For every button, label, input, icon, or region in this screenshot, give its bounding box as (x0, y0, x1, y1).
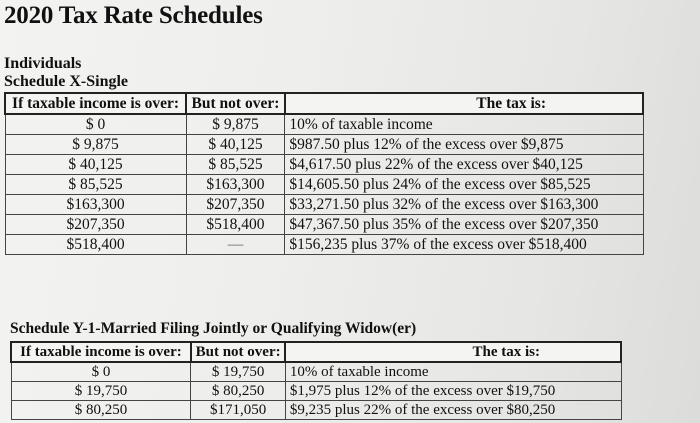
cell-tax: $33,271.50 plus 32% of the excess over $163,300 (285, 195, 643, 215)
header-not-over: But not over: (186, 93, 285, 114)
table-row (5, 155, 643, 175)
table-row (5, 215, 643, 235)
cell-over: $518,400 (5, 235, 186, 255)
cell-not-over: $518,400 (186, 215, 285, 235)
cell-tax: 10% of taxable income (285, 362, 621, 382)
table-row (11, 382, 621, 401)
cell-tax: $9,235 plus 22% of the excess over $80,250 (285, 401, 621, 420)
cell-over: $163,300 (5, 195, 186, 215)
cell-tax: $1,975 plus 12% of the excess over $19,750 (285, 382, 621, 401)
schedule-y1-heading: Schedule Y-1-Married Filing Jointly or Qualifying Widow(er) (10, 320, 417, 337)
cell-over: $ 40,125 (5, 155, 186, 175)
cell-over: $ 0 (5, 114, 186, 135)
cell-not-over: $ 80,250 (191, 382, 286, 401)
cell-over: $ 9,875 (5, 135, 186, 155)
table-header-row (11, 342, 621, 362)
cell-over: $207,350 (5, 215, 186, 235)
cell-tax: $4,617.50 plus 22% of the excess over $40,125 (285, 155, 643, 175)
cell-not-over: $ 85,525 (186, 155, 285, 175)
table-row (5, 175, 643, 195)
table-row (5, 195, 643, 215)
cell-not-over: $207,350 (186, 195, 285, 215)
header-over: If taxable income is over: (11, 342, 191, 362)
header-not-over: But not over: (191, 342, 286, 362)
cell-over: $ 85,525 (5, 175, 186, 195)
header-over: If taxable income is over: (5, 93, 186, 114)
cell-over: $ 80,250 (11, 401, 191, 420)
cell-tax: $987.50 plus 12% of the excess over $9,875 (285, 135, 643, 155)
table-row (11, 362, 621, 382)
cell-tax: $47,367.50 plus 35% of the excess over $207,350 (285, 215, 643, 235)
cell-not-over: — (186, 235, 285, 255)
cell-not-over: $171,050 (191, 401, 286, 420)
table-row (11, 401, 621, 420)
cell-not-over: $163,300 (186, 175, 285, 195)
header-tax: The tax is: (285, 93, 643, 114)
cell-over: $ 0 (11, 362, 191, 382)
section-heading: Individuals (4, 55, 82, 72)
table-row (5, 235, 643, 255)
cell-over: $ 19,750 (11, 382, 191, 401)
page-title: 2020 Tax Rate Schedules (4, 2, 263, 29)
cell-not-over: $ 40,125 (186, 135, 285, 155)
cell-not-over: $ 19,750 (191, 362, 286, 382)
cell-tax: $156,235 plus 37% of the excess over $518,400 (285, 235, 643, 255)
table-row (5, 114, 643, 135)
schedule-y1-table (10, 341, 622, 420)
table-row (5, 135, 643, 155)
cell-tax: $14,605.50 plus 24% of the excess over $85,525 (285, 175, 643, 195)
cell-not-over: $ 9,875 (186, 114, 285, 135)
schedule-x-table (4, 92, 644, 255)
cell-tax: 10% of taxable income (285, 114, 643, 135)
table-header-row (5, 93, 643, 114)
schedule-x-heading: Schedule X-Single (4, 73, 129, 90)
header-tax: The tax is: (285, 342, 621, 362)
